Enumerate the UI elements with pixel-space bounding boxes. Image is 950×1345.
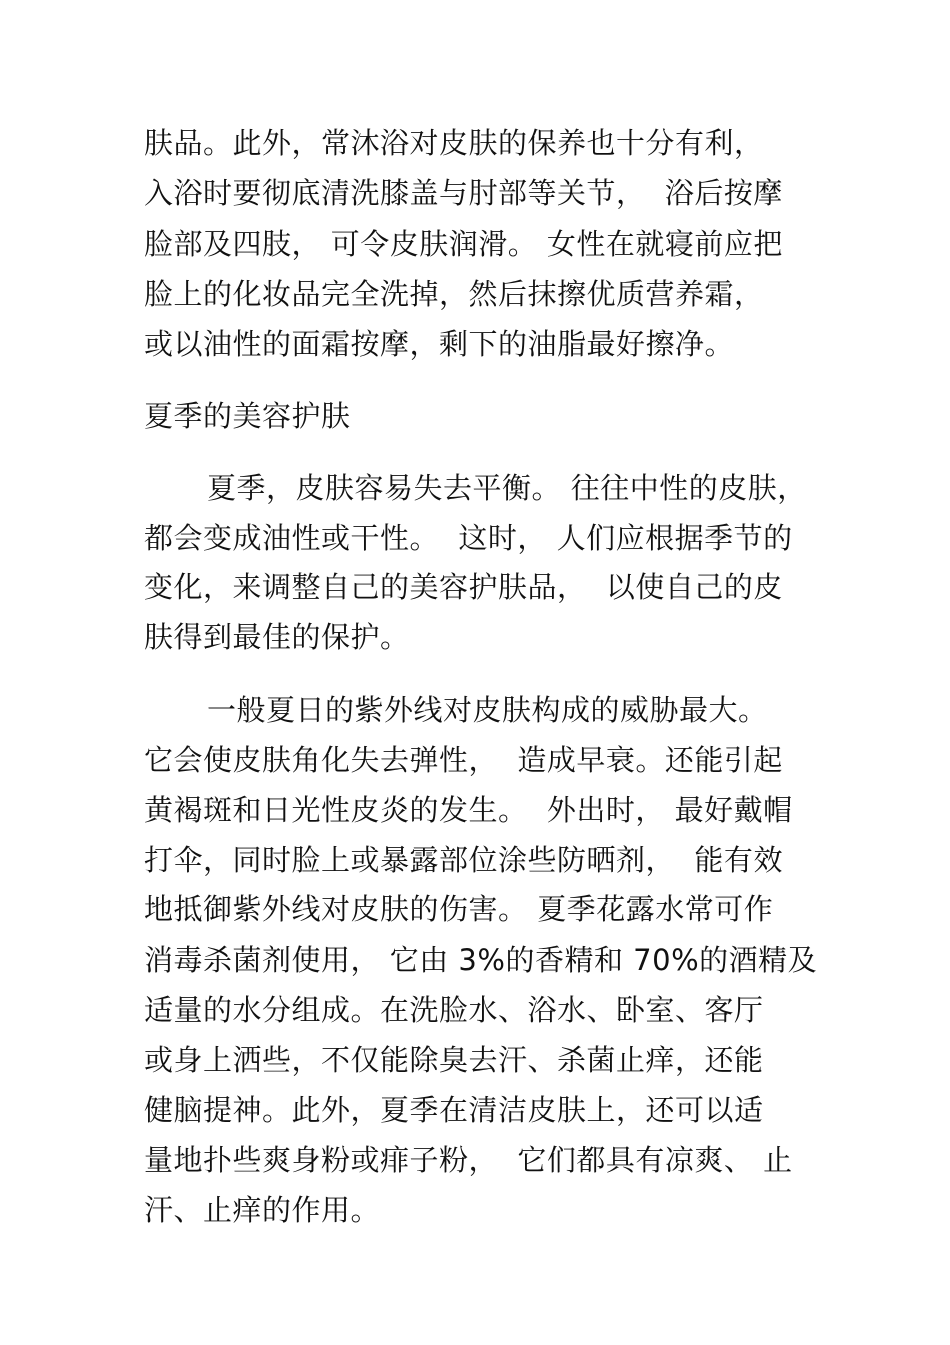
paragraph-3-line-4: 打伞，同时脸上或暴露部位涂些防晒剂， 能有效	[144, 843, 783, 877]
section-heading: 夏季的美容护肤	[144, 399, 351, 433]
paragraph-3-line-3: 黄褐斑和日光性皮炎的发生。 外出时， 最好戴帽	[144, 793, 793, 827]
paragraph-1-line-5: 或以油性的面霜按摩，剩下的油脂最好擦净。	[144, 327, 735, 361]
paragraph-3-line-10: 量地扑些爽身粉或痱子粉， 它们都具有凉爽、 止	[144, 1143, 793, 1177]
paragraph-2-line-1: 夏季，皮肤容易失去平衡。 往往中性的皮肤，	[207, 471, 807, 505]
paragraph-3-line-7: 适量的水分组成。在洗脸水、浴水、卧室、客厅	[144, 993, 764, 1027]
paragraph-2-line-3: 变化，来调整自己的美容护肤品， 以使自己的皮	[144, 570, 783, 604]
paragraph-3-line-5: 地抵御紫外线对皮肤的伤害。 夏季花露水常可作	[144, 892, 774, 926]
paragraph-1-line-4: 脸上的化妆品完全洗掉，然后抹擦优质营养霜，	[144, 277, 764, 311]
paragraph-3-line-1: 一般夏日的紫外线对皮肤构成的威胁最大。	[207, 693, 768, 727]
paragraph-3-line-2: 它会使皮肤角化失去弹性， 造成早衰。还能引起	[144, 743, 783, 777]
paragraph-1-line-1: 肤品。此外，常沐浴对皮肤的保养也十分有利，	[144, 126, 764, 160]
paragraph-2-line-4: 肤得到最佳的保护。	[144, 620, 410, 654]
paragraph-2-line-2: 都会变成油性或干性。 这时， 人们应根据季节的	[144, 521, 793, 555]
paragraph-3-line-9: 健脑提神。此外，夏季在清洁皮肤上，还可以适	[144, 1093, 764, 1127]
paragraph-3-line-6: 消毒杀菌剂使用， 它由 3%的香精和 70%的酒精及	[144, 943, 818, 977]
paragraph-1-line-3: 脸部及四肢， 可令皮肤润滑。 女性在就寝前应把	[144, 227, 783, 261]
paragraph-3-line-8: 或身上洒些，不仅能除臭去汗、杀菌止痒，还能	[144, 1043, 764, 1077]
paragraph-1-line-2: 入浴时要彻底清洗膝盖与肘部等关节， 浴后按摩	[144, 176, 783, 210]
paragraph-3-line-11: 汗、止痒的作用。	[144, 1193, 381, 1227]
